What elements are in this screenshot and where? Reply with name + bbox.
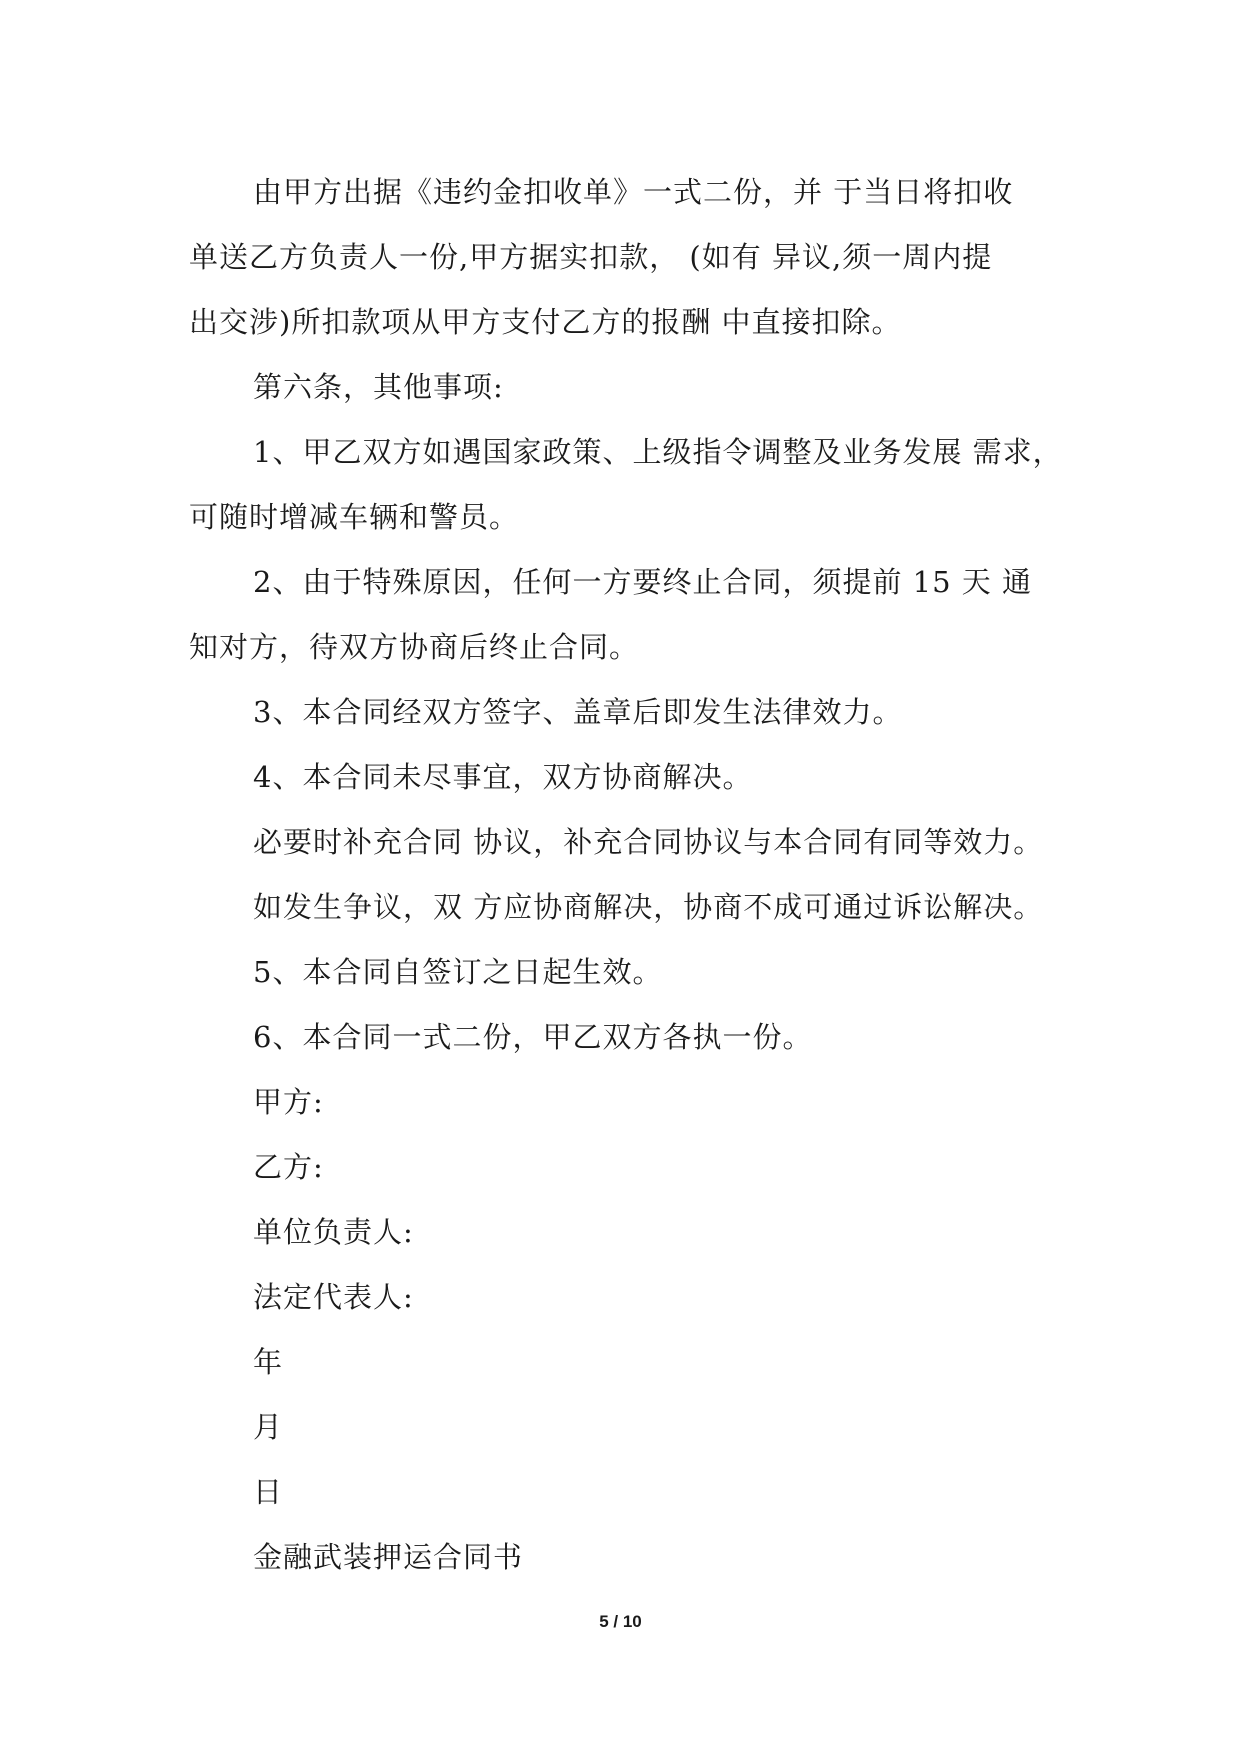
paragraph-line: 单送乙方负责人一份,甲方据实扣款， (如有 异议,须一周内提 [189,240,993,274]
clause-1-line: 可随时增减车辆和警员。 [189,500,520,534]
day-label: 日 [253,1475,284,1509]
page-number: 5 / 10 [599,1612,642,1631]
section-heading: 第六条，其他事项: [253,370,504,404]
party-a-label: 甲方: [253,1085,324,1119]
month-label: 月 [253,1410,284,1444]
clause-4-line: 如发生争议，双 方应协商解决，协商不成可通过诉讼解决。 [253,890,1044,924]
clause-2-line: 知对方，待双方协商后终止合同。 [189,630,640,664]
unit-head-label: 单位负责人: [253,1215,414,1249]
party-b-label: 乙方: [253,1150,324,1184]
clause-3-line: 3、本合同经双方签字、盖章后即发生法律效力。 [253,695,903,729]
legal-rep-label: 法定代表人: [253,1280,414,1314]
paragraph-line: 出交涉)所扣款项从甲方支付乙方的报酬 中直接扣除。 [189,305,902,339]
contract-title: 金融武装押运合同书 [253,1540,524,1574]
paragraph-line: 由甲方出据《违约金扣收单》一式二份，并 于当日将扣收 [253,175,1014,209]
clause-4-line: 4、本合同未尽事宜，双方协商解决。 [253,760,753,794]
clause-6-line: 6、本合同一式二份，甲乙双方各执一份。 [253,1020,813,1054]
clause-5-line: 5、本合同自签订之日起生效。 [253,955,663,989]
clause-1-line: 1、甲乙双方如遇国家政策、上级指令调整及业务发展 需求， [253,435,1063,469]
year-label: 年 [253,1345,284,1379]
clause-4-line: 必要时补充合同 协议，补充合同协议与本合同有同等效力。 [253,825,1044,859]
clause-2-line: 2、由于特殊原因，任何一方要终止合同，须提前 15 天 通 [253,565,1033,599]
document-body [189,160,1069,1590]
